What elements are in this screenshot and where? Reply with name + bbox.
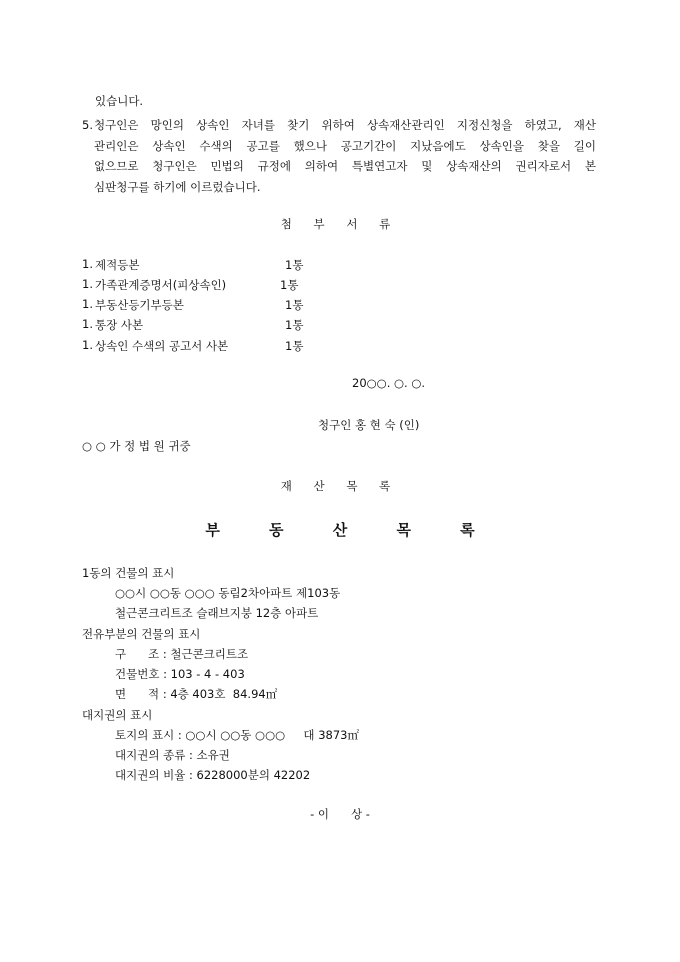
paragraph-line: 청구인은 망인의 상속인 자녀를 찾기 위하여 상속재산관리인 지정신청을 하였고, 재산 — [94, 118, 596, 132]
land-ratio-label: 대지권의 비율 — [115, 768, 186, 782]
attachment-count: 1통 — [285, 339, 304, 353]
paragraph-4-tail: 있습니다. — [95, 94, 144, 108]
paragraph-5 — [82, 115, 596, 197]
attachment-name: 상속인 수색의 공고서 사본 — [95, 339, 229, 353]
land-value: : ○○시 ○○동 ○○○ 대 3873㎡ — [177, 728, 359, 742]
attachment-name: 통장 사본 — [95, 318, 144, 332]
court-name: ○ ○ 가 정 법 원 귀중 — [82, 439, 191, 453]
attachment-number: 1. — [82, 317, 93, 331]
paragraph-line: 없으므로 청구인은 민법의 규정에 의하여 특별연고자 및 상속재산의 권리자로서 본 — [94, 159, 596, 173]
attachment-name: 제적등본 — [95, 258, 140, 272]
structure-value: : 철근콘크리트조 — [162, 647, 249, 661]
attachment-number: 1. — [82, 338, 93, 352]
attachment-count: 1통 — [285, 318, 304, 332]
land-type-row — [115, 747, 230, 763]
building-structure: 철근콘크리트조 슬래브지붕 12층 아파트 — [115, 606, 319, 620]
land-type-value: : 소유권 — [188, 748, 230, 762]
attachment-number: 1. — [82, 277, 93, 291]
land-label: 토지의 표시 — [115, 728, 175, 742]
land-ratio-value: : 6228000분의 42202 — [188, 768, 311, 782]
land-right-heading: 대지권의 표시 — [82, 708, 153, 722]
building-number-value: : 103 - 4 - 403 — [163, 667, 245, 681]
land-ratio-row — [115, 767, 310, 783]
attachment-count: 1통 — [285, 258, 304, 272]
structure-label: 구 조 — [115, 647, 160, 661]
document-date: 20○○. ○. ○. — [352, 376, 426, 390]
area-value: : 4층 403호 84.94㎡ — [162, 687, 278, 701]
structure-row — [115, 646, 248, 662]
building-address: ○○시 ○○동 ○○○ 동림2차아파트 제103동 — [115, 586, 341, 600]
attachment-count: 1통 — [285, 298, 304, 312]
attachment-count: 1통 — [280, 278, 299, 292]
end-mark: - 이 상 - — [310, 807, 370, 821]
attachments-heading: 첨 부 서 류 — [280, 217, 400, 231]
paragraph-line: 심판청구를 하기에 이르렀습니다. — [94, 179, 261, 194]
property-title: 부 동 산 목 록 — [205, 521, 497, 539]
claimant-signature: 청구인 홍 현 숙 (인) — [318, 418, 420, 432]
area-label: 면 적 — [115, 687, 160, 701]
land-type-label: 대지권의 종류 — [115, 748, 186, 762]
property-heading: 재 산 목 록 — [280, 479, 400, 493]
paragraph-number: 5. — [82, 118, 93, 132]
paragraph-line: 관리인은 상속인 수색의 공고를 했으나 공고기간이 지났음에도 상속인을 찾을 길이 — [94, 138, 596, 153]
attachment-number: 1. — [82, 297, 93, 311]
attachment-number: 1. — [82, 257, 93, 271]
land-row — [115, 727, 359, 743]
attachment-name: 부동산등기부등본 — [95, 298, 184, 312]
area-row — [115, 686, 277, 702]
attachment-name: 가족관계증명서(피상속인) — [95, 278, 227, 292]
building-number-row — [115, 666, 245, 682]
building-number-label: 건물번호 — [115, 667, 160, 681]
exclusive-part-heading: 전유부분의 건물의 표시 — [82, 627, 201, 641]
building-heading: 1동의 건물의 표시 — [82, 566, 175, 580]
